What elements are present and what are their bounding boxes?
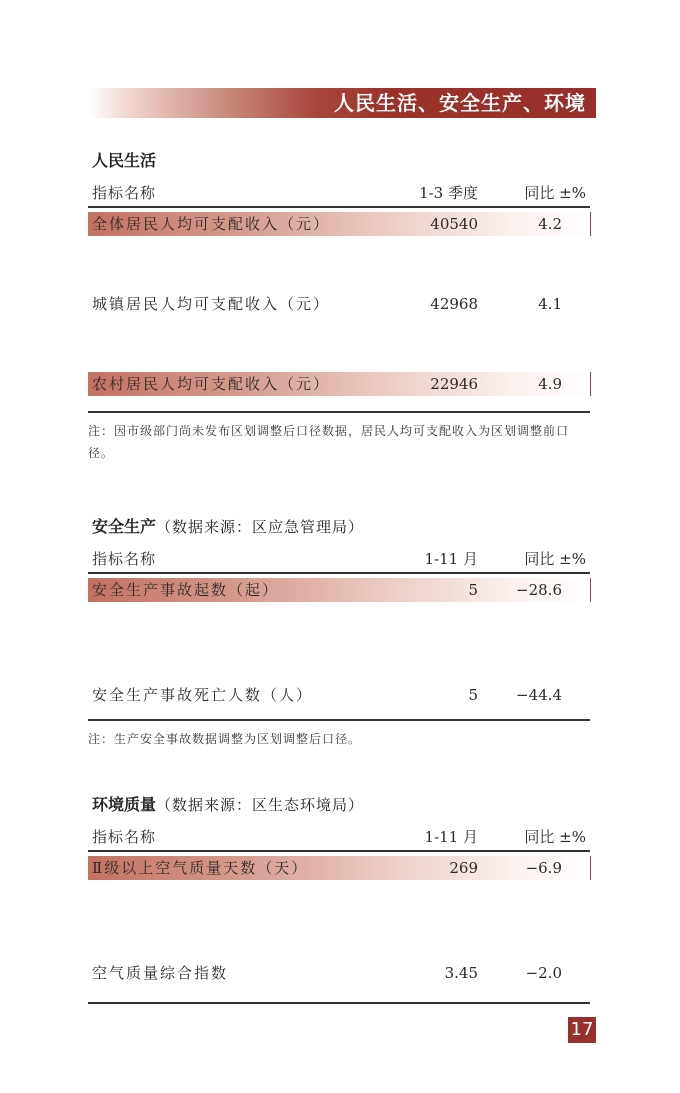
row-value: 5 [468,581,478,599]
row-yoy: −28.6 [516,581,562,599]
table-bottom-rule [88,719,590,721]
table-row [88,372,591,396]
table-bottom-rule [88,1002,590,1004]
row-name: 空气质量综合指数 [92,964,229,982]
section-banner [88,88,596,118]
section-title-living: 人民生活 [92,151,157,170]
table-row [88,856,591,880]
row-name: 安全生产事故起数（起） [92,581,280,599]
header-period: 1-3 季度 [419,184,478,202]
row-value: 42968 [430,295,478,313]
header-name: 指标名称 [92,828,157,846]
table-bottom-rule [88,411,590,413]
table-header-living [92,182,590,206]
header-period: 1-11 月 [424,828,478,846]
row-yoy: 4.2 [538,215,562,233]
table-row [88,212,591,236]
table-row [88,292,590,316]
row-name: 全体居民人均可支配收入（元） [92,215,331,233]
row-yoy: 4.9 [538,375,562,393]
table-row [88,578,591,602]
row-name: 农村居民人均可支配收入（元） [92,375,331,393]
row-yoy: −2.0 [525,964,562,982]
row-name: 城镇居民人均可支配收入（元） [92,295,331,313]
header-yoy: 同比 ±% [524,184,586,202]
banner-title: 人民生活、安全生产、环境 [334,91,586,115]
section-title-safety: 安全生产（数据来源：区应急管理局） [92,517,365,536]
table-row [88,961,590,985]
table-row [88,683,590,707]
row-value: 22946 [430,375,478,393]
header-name: 指标名称 [92,184,157,202]
row-value: 5 [468,686,478,704]
header-yoy: 同比 ±% [524,550,586,568]
row-yoy: −6.9 [525,859,562,877]
header-rule [88,850,590,852]
row-yoy: 4.1 [538,295,562,313]
header-rule [88,572,590,574]
row-name: 安全生产事故死亡人数（人） [92,686,314,704]
page-number: 17 [568,1017,596,1043]
row-yoy: −44.4 [516,686,562,704]
row-value: 40540 [430,215,478,233]
row-value: 3.45 [444,964,478,982]
table-note: 注：因市级部门尚未发布区划调整后口径数据，居民人均可支配收入为区划调整前口径。 [88,424,570,460]
row-name: Ⅱ级以上空气质量天数（天） [92,859,309,877]
header-period: 1-11 月 [424,550,478,568]
header-name: 指标名称 [92,550,157,568]
row-value: 269 [449,859,478,877]
section-title-environment: 环境质量（数据来源：区生态环境局） [92,795,365,814]
table-header-environment [92,826,590,850]
table-note: 注：生产安全事故数据调整为区划调整后口径。 [88,732,362,746]
table-header-safety [92,548,590,572]
header-rule [88,206,590,208]
header-yoy: 同比 ±% [524,828,586,846]
